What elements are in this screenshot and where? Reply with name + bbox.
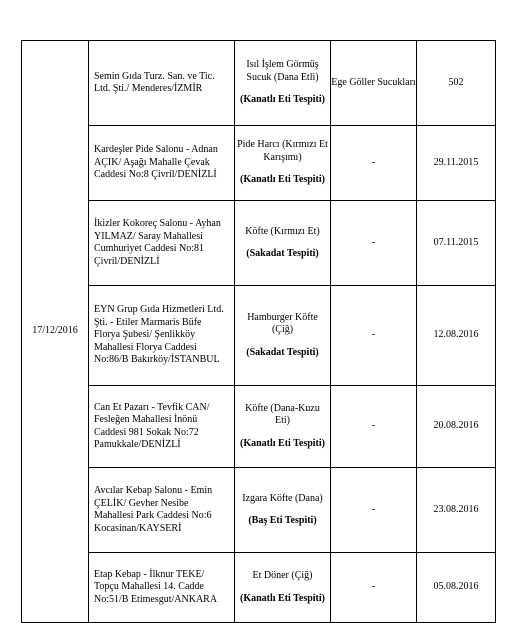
- finding-note: (Sakadat Tespiti): [246, 346, 319, 358]
- value-cell: 12.08.2016: [417, 286, 496, 386]
- table-row: [22, 386, 496, 468]
- value-cell: 20.08.2016: [417, 386, 496, 468]
- brand-cell: Ege Göller Sucukları: [331, 41, 417, 126]
- product-cell: [235, 126, 331, 201]
- finding-note: (Kanatlı Eti Tespiti): [239, 174, 325, 186]
- product-cell: [235, 41, 331, 126]
- value-cell: 23.08.2016: [417, 468, 496, 553]
- company-cell: Can Et Pazarı - Tevfik CAN/ Fesleğen Mahallesi İnönü Caddesi 981 Sokak No:72 Pamukkale/DENİZLİ: [89, 386, 235, 468]
- value-cell: 05.08.2016: [417, 553, 496, 623]
- brand-cell: -: [331, 201, 417, 286]
- product-cell: [235, 286, 331, 386]
- company-cell: Avcılar Kebap Salonu - Emin ÇELİK/ Gevher Nesibe Mahallesi Park Caddesi No:6 Kocasinan/KAYSERİ: [89, 468, 235, 553]
- brand-cell: -: [331, 286, 417, 386]
- finding-note: (Baş Eti Tespiti): [248, 515, 317, 526]
- inspection-table: [21, 40, 496, 623]
- table-row: [22, 286, 496, 386]
- product-cell: [235, 468, 331, 553]
- table-row: [22, 553, 496, 623]
- value-cell: 29.11.2015: [417, 126, 496, 201]
- finding-note: (Kanatlı Eti Tespiti): [239, 94, 325, 106]
- product-name: Köfte (Dana-Kuzu Eti): [245, 402, 320, 427]
- inspection-date: 17/12/2016: [22, 41, 89, 623]
- product-name: Izgara Köfte (Dana): [242, 492, 323, 504]
- company-cell: İkizler Kokoreç Salonu - Ayhan YILMAZ/ Saray Mahallesi Cumhuriyet Caddesi No:81 Çivril/DENİZLİ: [89, 201, 235, 286]
- table-row: [22, 126, 496, 201]
- finding-note: (Kanatlı Eti Tespiti): [239, 437, 325, 449]
- finding-note: (Kanatlı Eti Tespiti): [239, 592, 325, 604]
- brand-cell: -: [331, 126, 417, 201]
- table-row: [22, 468, 496, 553]
- table-row: [22, 41, 496, 126]
- value-cell: 502: [417, 41, 496, 126]
- product-cell: [235, 386, 331, 468]
- table-row: [22, 201, 496, 286]
- company-cell: Kardeşler Pide Salonu - Adnan AÇIK/ Aşağı Mahalle Çevak Caddesi No:8 Çivril/DENİZLİ: [89, 126, 235, 201]
- brand-cell: -: [331, 553, 417, 623]
- product-cell: [235, 201, 331, 286]
- product-cell: [235, 553, 331, 623]
- company-cell: Semin Gıda Turz. San. ve Tic. Ltd. Şti./ Menderes/İZMİR: [89, 41, 235, 126]
- company-cell: Etap Kebap - İlknur TEKE/ Topçu Mahallesi 14. Cadde No:51/B Etimesgut/ANKARA: [89, 553, 235, 623]
- product-name: Pide Harcı (Kırmızı Et Karışımı): [237, 139, 328, 163]
- brand-cell: -: [331, 386, 417, 468]
- product-name: Hamburger Köfte (Çiğ): [247, 311, 318, 336]
- brand-cell: -: [331, 468, 417, 553]
- company-cell: EYN Grup Gıda Hizmetleri Ltd. Şti. - Etiler Marmaris Büfe Florya Şubesi/ Şenlikköy Mahallesi Florya Caddesi No:86/B Bakırköy/İSTANBUL: [89, 286, 235, 386]
- product-name: Köfte (Kırmızı Et): [245, 225, 320, 237]
- product-name: Et Döner (Çiğ): [252, 570, 313, 581]
- finding-note: (Sakadat Tespiti): [246, 248, 319, 259]
- value-cell: 07.11.2015: [417, 201, 496, 286]
- product-name: Isıl İşlem Görmüş Sucuk (Dana Etli): [246, 59, 319, 83]
